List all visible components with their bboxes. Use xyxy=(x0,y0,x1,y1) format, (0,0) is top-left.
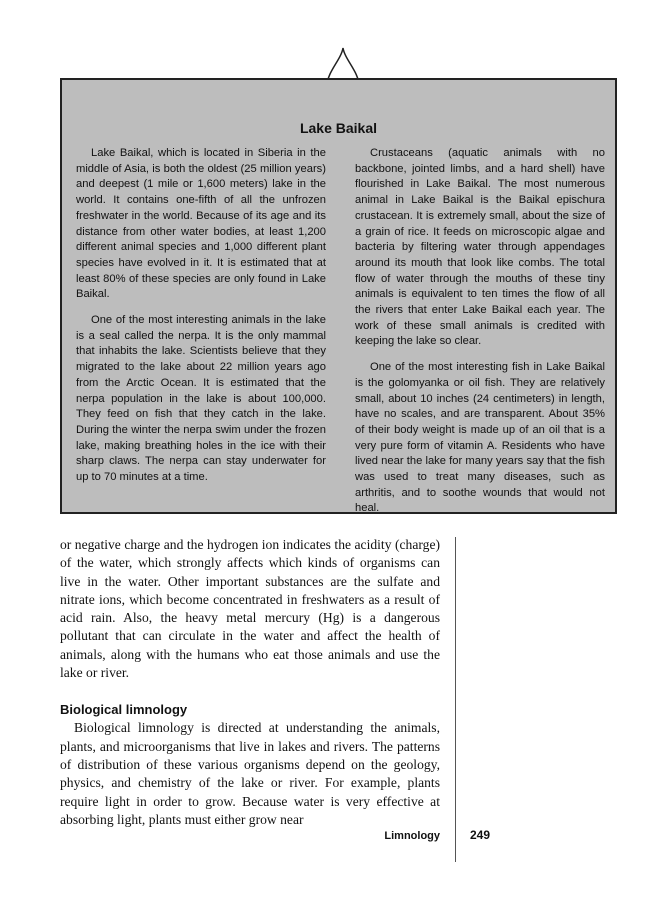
body-paragraph: or negative charge and the hydrogen ion indicates the acidity (charge) of the water, which strongly affects which kinds of organisms can live in the water. Other important substances are the sulfate and nitrate ions, which become concentrated in freshwaters as a result of acid rain. Also, the heavy metal mercury (Hg) is a dangerous pollutant that can circulate in the water and affect the health of animals, along with the humans who eat those animals and use the lake or river. xyxy=(60,537,440,681)
sidebar-right-column xyxy=(355,146,605,527)
running-title: Limnology xyxy=(384,830,440,842)
column-divider xyxy=(455,537,456,862)
sidebar-paragraph: Crustaceans (aquatic animals with no backbone, jointed limbs, and a hard shell) have flourished in Lake Baikal. The most numerous animal in Lake Baikal is the Baikal epischura crustacean. It is extremely small, about the size of a grain of rice. It feeds on microscopic algae and bacteria by filtering water through appendages around its mouth that look like combs. The total flow of water through the mouths of these tiny animals is equivalent to ten times the flow of all the rivers that enter Lake Baikal each year. The work of these small animals is credited with keeping the lake so clear. xyxy=(355,147,605,348)
section-heading: Biological limnology xyxy=(60,702,188,718)
sidebar-left-column xyxy=(76,146,326,496)
sidebar-title: Lake Baikal xyxy=(299,120,378,136)
main-text xyxy=(60,536,440,829)
sidebar-paragraph: Lake Baikal, which is located in Siberia in the middle of Asia, is both the oldest (25 million years) and deepest (1 mile or 1,600 meters) lake in the world. It contains one-fifth of all the unfrozen freshwater in the world. Because of its age and its distance from other water bodies, at least 1,200 different animal species and 1,000 different plant species have evolved in it. It is estimated that at least 80% of these species are only found in Lake Baikal. xyxy=(76,147,326,301)
sidebar-paragraph: One of the most interesting animals in the lake is a seal called the nerpa. It is the only mammal that inhabits the lake. Scientists believe that they migrated to the lake about 22 million years ago from the Arctic Ocean. It is estimated that the nerpa population in the lake is about 100,000. They feed on fish that they catch in the lake. During the winter the nerpa swim under the frozen lake, making breathing holes in the ice with their sharp claws. The nerpa can stay underwater for up to 70 minutes at a time. xyxy=(76,314,326,484)
sidebar-paragraph: One of the most interesting fish in Lake Baikal is the golomyanka or oil fish. They are relatively small, about 10 inches (24 centimeters) in length, have no scales, and are transparent. About 35% of their body weight is made up of an oil that is a very pure form of vitamin A. Residents who have lived near the lake for many years say that the fish was used to treat many diseases, such as arthritis, and to soothe wounds that would not heal. xyxy=(355,361,605,515)
sidebar-box xyxy=(60,78,617,514)
body-paragraph: Biological limnology is directed at understanding the animals, plants, and microorganisms that live in lakes and rivers. The patterns of distribution of these various organisms depend on the geology, physics, and chemistry of the lake or river. For example, plants require light in order to grow. Because water is very effective at absorbing light, plants must either grow near xyxy=(60,720,440,827)
page-number: 249 xyxy=(470,828,491,842)
